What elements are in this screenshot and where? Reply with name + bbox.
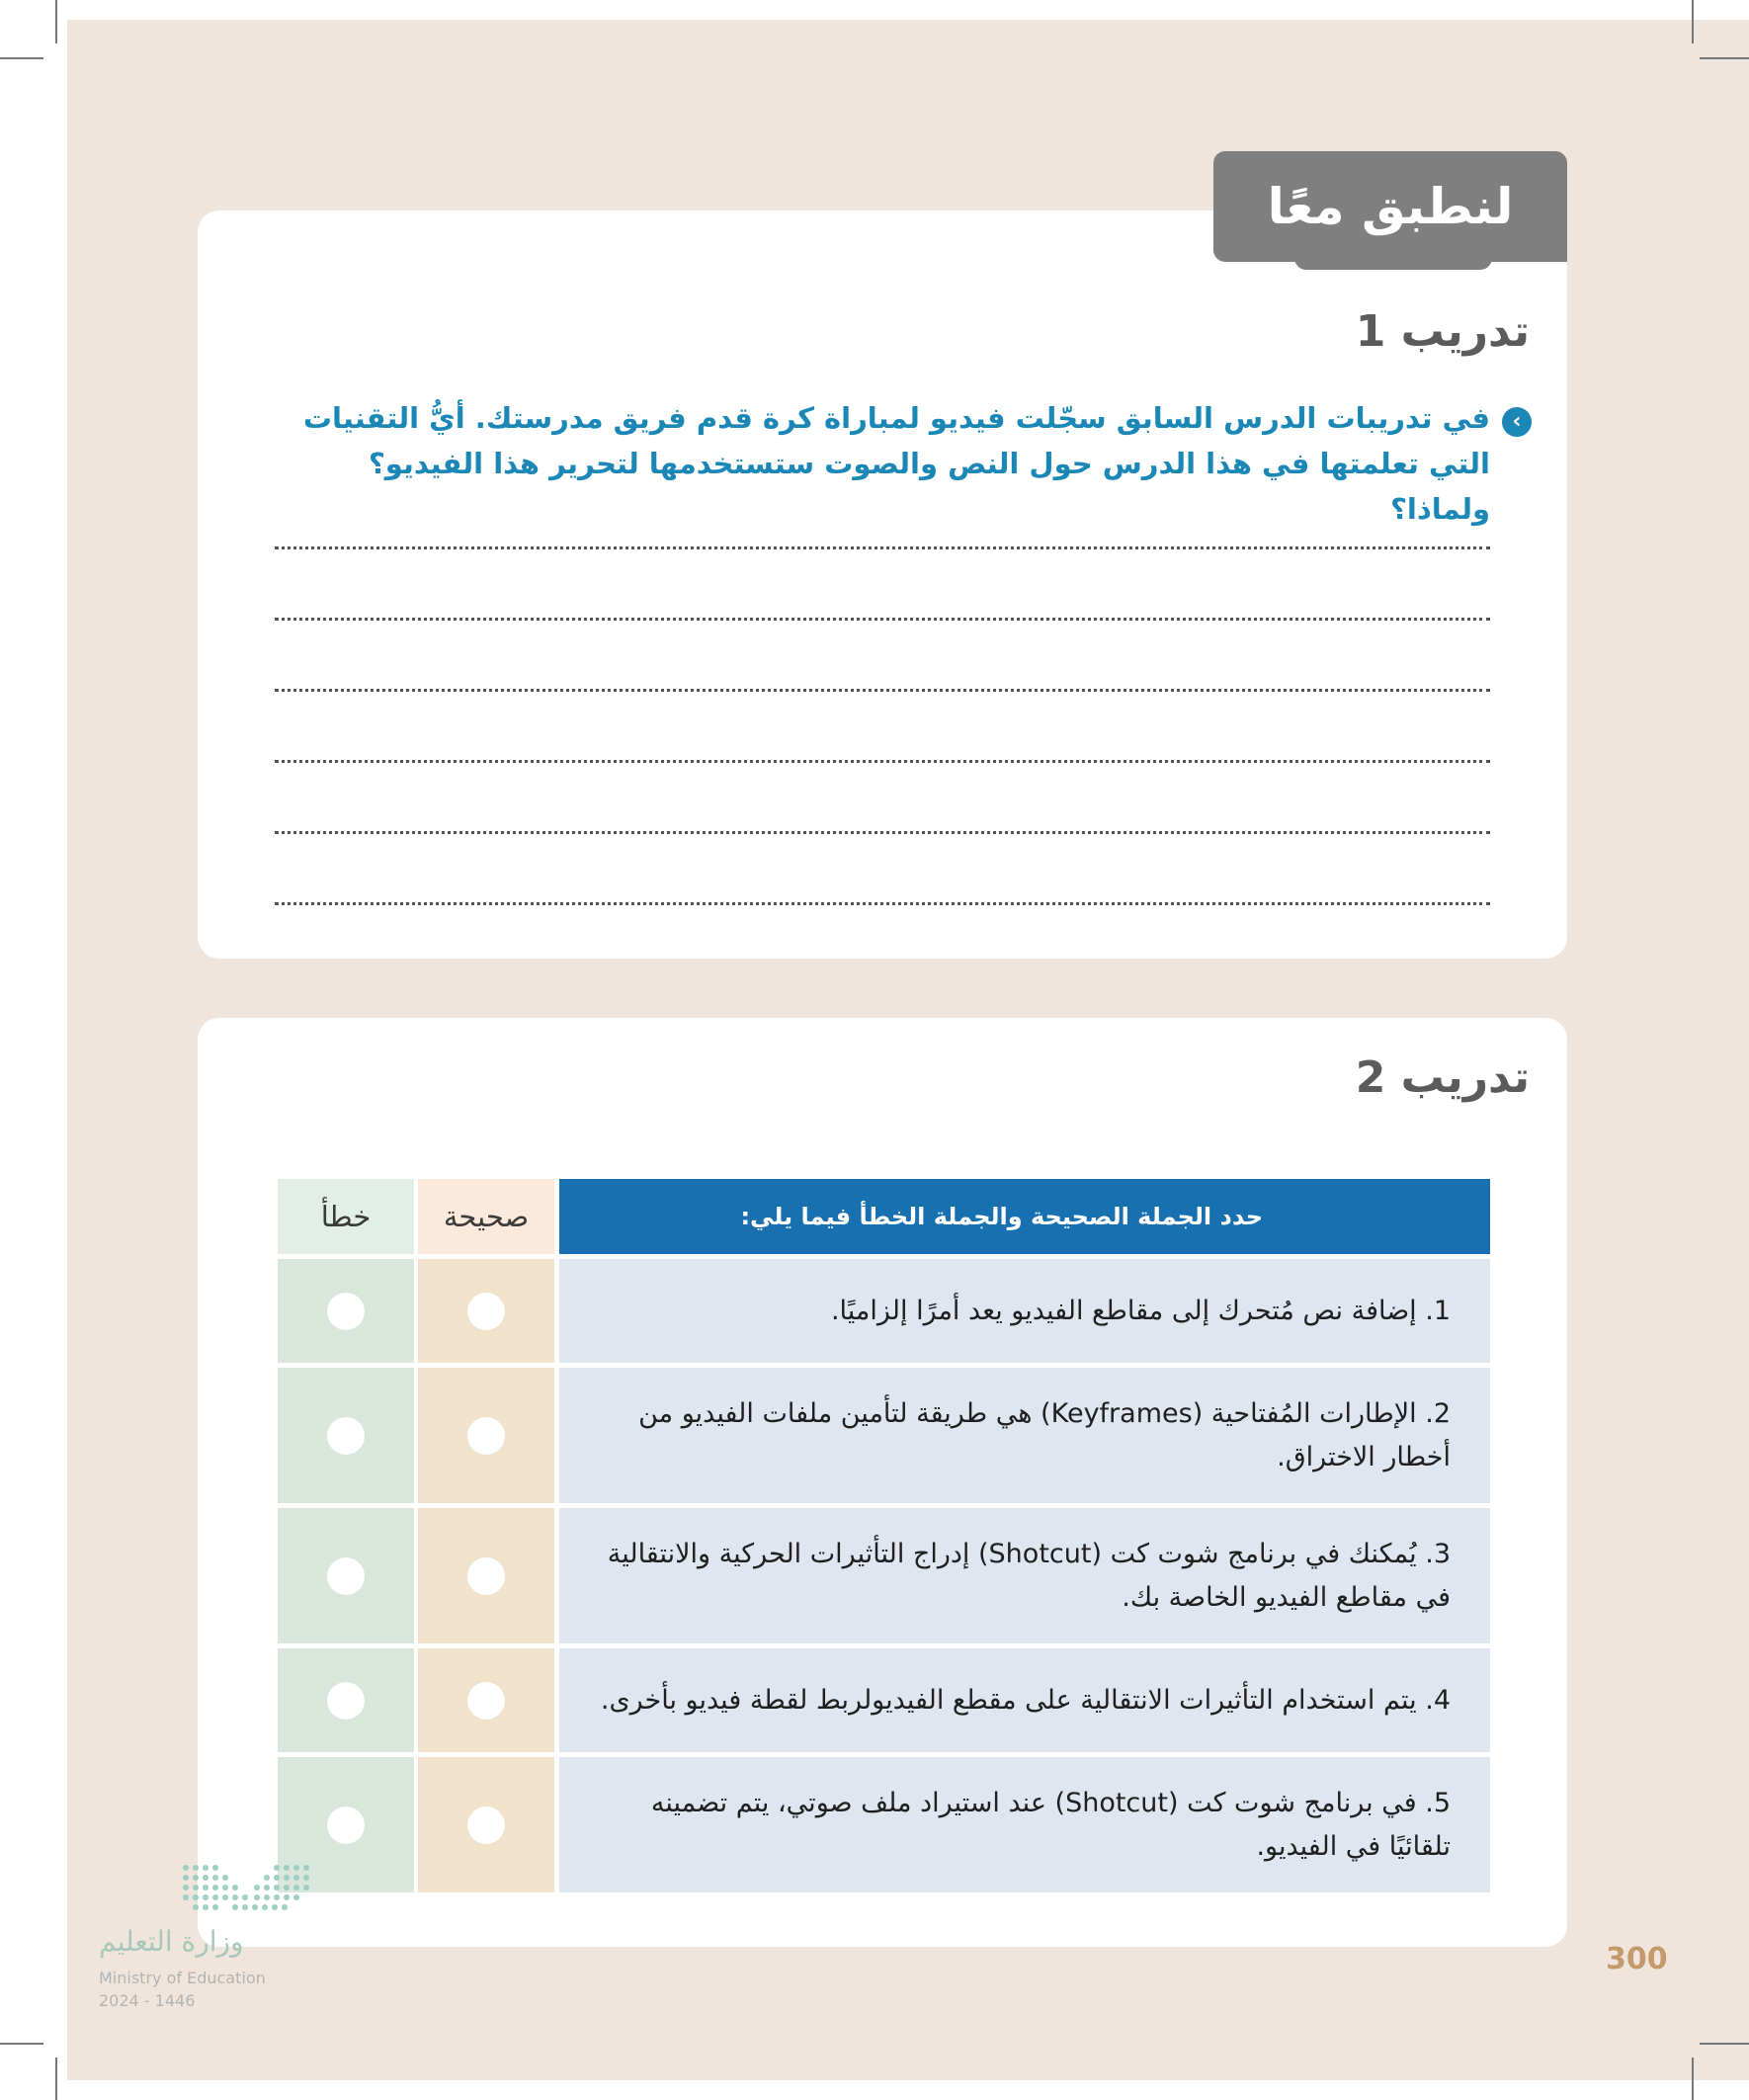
answer-line-2[interactable]	[275, 618, 1490, 621]
true-radio[interactable]	[467, 1417, 505, 1455]
answer-line-5[interactable]	[275, 831, 1490, 834]
table-row	[278, 1368, 1490, 1503]
statement-text: 1. إضافة نص مُتحرك إلى مقاطع الفيديو يعد أمرًا إلزاميًا.	[559, 1259, 1490, 1363]
true-radio[interactable]	[467, 1806, 505, 1844]
statement-text: 5. في برنامج شوت كت (Shotcut) عند استيراد ملف صوتي، يتم تضمينه تلقائيًا في الفيديو.	[559, 1757, 1490, 1892]
false-radio[interactable]	[327, 1682, 365, 1720]
false-cell	[278, 1648, 414, 1752]
chevron-left-icon: ‹	[1502, 407, 1532, 437]
false-cell	[278, 1368, 414, 1503]
ministry-year: 2024 - 1446	[99, 1991, 196, 2010]
false-cell	[278, 1259, 414, 1363]
crop-mark	[1692, 0, 1694, 43]
crop-mark	[1700, 2043, 1749, 2045]
false-cell	[278, 1508, 414, 1643]
false-radio[interactable]	[327, 1417, 365, 1455]
statement-text: 3. يُمكنك في برنامج شوت كت (Shotcut) إدراج التأثيرات الحركية والانتقالية في مقاطع الفيديو الخاصة بك.	[559, 1508, 1490, 1643]
statement-text: 4. يتم استخدام التأثيرات الانتقالية على مقطع الفيديولربط لقطة فيديو بأخرى.	[559, 1648, 1490, 1752]
header-true: صحيحة	[418, 1179, 554, 1254]
false-radio[interactable]	[327, 1293, 365, 1330]
ministry-name-arabic: وزارة التعليم	[99, 1925, 244, 1958]
false-radio[interactable]	[327, 1806, 365, 1844]
false-radio[interactable]	[327, 1557, 365, 1595]
true-cell	[418, 1757, 554, 1892]
true-cell	[418, 1508, 554, 1643]
page-number: 300	[1606, 1942, 1668, 1976]
header-false: خطأ	[278, 1179, 414, 1254]
ministry-name-english: Ministry of Education	[99, 1969, 266, 1987]
true-radio[interactable]	[467, 1682, 505, 1720]
crop-mark	[55, 2058, 57, 2100]
true-cell	[418, 1648, 554, 1752]
answer-line-1[interactable]	[275, 546, 1490, 549]
crop-mark	[1692, 2058, 1694, 2100]
exercise-1-question: في تدريبات الدرس السابق سجّلت فيديو لمباراة كرة قدم فريق مدرستك. أيُّ التقنيات التي تعلمتها في هذا الدرس حول النص والصوت ستستخدمها لتحرير هذا الفيديو؟ ولماذا؟	[302, 401, 1490, 526]
true-cell	[418, 1368, 554, 1503]
true-radio[interactable]	[467, 1293, 505, 1330]
answer-line-3[interactable]	[275, 689, 1490, 692]
table-row	[278, 1508, 1490, 1643]
section-title: لنطبق معًا	[1213, 151, 1567, 262]
crop-mark	[55, 0, 57, 43]
crop-mark	[0, 2043, 43, 2045]
header-statement: حدد الجملة الصحيحة والجملة الخطأ فيما يلي:	[559, 1179, 1490, 1254]
statement-text: 2. الإطارات المُفتاحية (Keyframes) هي طريقة لتأمين ملفات الفيديو من أخطار الاختراق.	[559, 1368, 1490, 1503]
answer-line-6[interactable]	[275, 902, 1490, 905]
crop-mark	[1700, 57, 1749, 59]
true-cell	[418, 1259, 554, 1363]
exercise-2-title: تدريب 2	[1355, 1052, 1530, 1103]
true-radio[interactable]	[467, 1557, 505, 1595]
table-row	[278, 1259, 1490, 1363]
answer-line-4[interactable]	[275, 760, 1490, 763]
exercise-1-title: تدريب 1	[1355, 306, 1530, 357]
crop-mark	[0, 57, 43, 59]
table-row	[278, 1648, 1490, 1752]
table-row	[278, 1757, 1490, 1892]
